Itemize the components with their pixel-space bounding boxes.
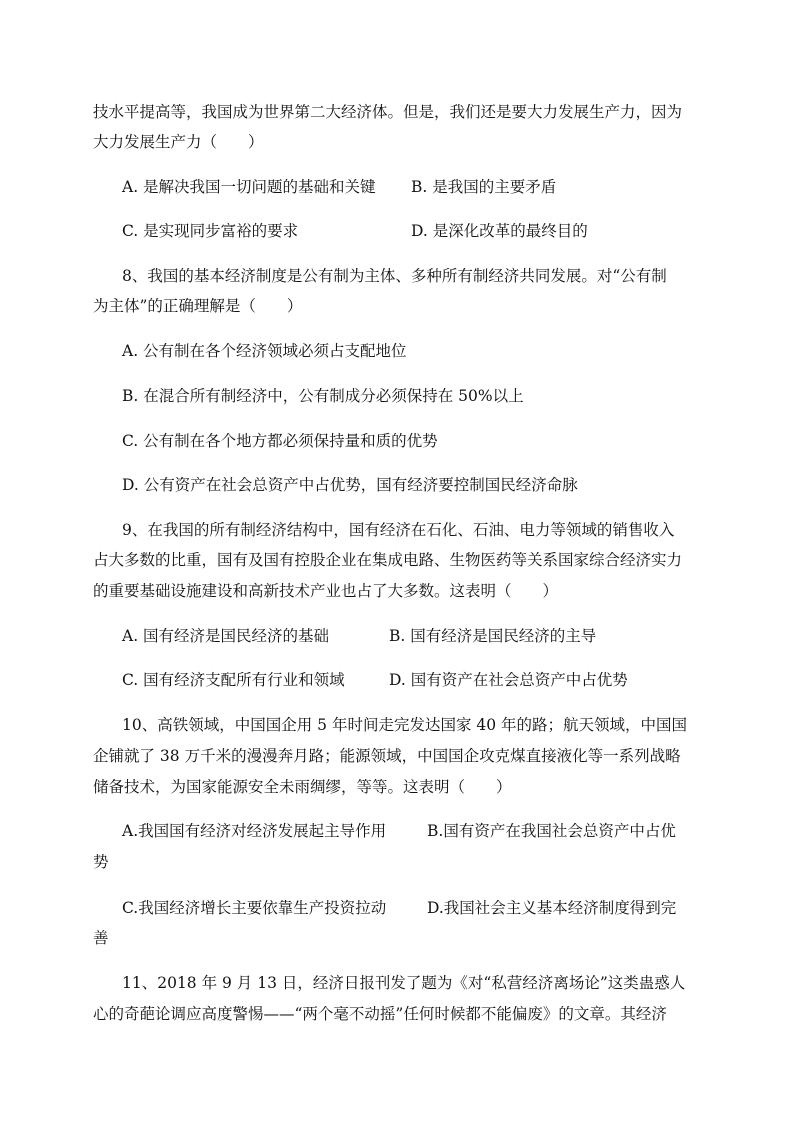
- q8-stem-line2: 为主体”的正确理解是（ ）: [93, 297, 303, 315]
- q8-option-c: C. 公有制在各个地方都必须保持量和质的优势: [122, 432, 438, 450]
- q7-stem-line2: 大力发展生产力（ ）: [93, 133, 264, 151]
- q10-option-b-line1: B.国有资产在我国社会总资产中占优: [427, 822, 676, 840]
- q9-option-a: A. 国有经济是国民经济的基础: [122, 627, 330, 645]
- q10-stem-line1: 10、高铁领域，中国国企用 5 年时间走完发达国家 40 年的路；航天领域，中国国: [122, 716, 688, 734]
- q9-option-d: D. 国有资产在社会总资产中占优势: [389, 671, 628, 689]
- q10-stem-line3: 储备技术，为国家能源安全未雨绸缪，等等。这表明（ ）: [93, 778, 512, 796]
- q9-stem-line2: 占大多数的比重，国有及国有控股企业在集成电路、生物医药等关系国家综合经济实力: [93, 551, 683, 569]
- q10-option-a: A.我国国有经济对经济发展起主导作用: [122, 822, 387, 840]
- q7-option-d: D. 是深化改革的最终目的: [411, 222, 588, 240]
- q10-option-b-line2: 势: [93, 853, 109, 871]
- q8-option-d: D. 公有资产在社会总资产中占优势，国有经济要控制国民经济命脉: [122, 476, 578, 494]
- q9-stem-line1: 9、在我国的所有制经济结构中，国有经济在石化、石油、电力等领域的销售收入: [122, 521, 675, 539]
- q10-option-d-line1: D.我国社会主义基本经济制度得到完: [427, 899, 677, 917]
- q8-option-a: A. 公有制在各个经济领域必须占支配地位: [122, 342, 407, 360]
- q9-option-b: B. 国有经济是国民经济的主导: [389, 627, 597, 645]
- q8-option-b: B. 在混合所有制经济中，公有制成分必须保持在 50%以上: [122, 387, 524, 405]
- q10-option-c: C.我国经济增长主要依靠生产投资拉动: [122, 899, 387, 917]
- q7-option-c: C. 是实现同步富裕的要求: [122, 222, 299, 240]
- q11-stem-line1: 11、2018 年 9 月 13 日，经济日报刊发了题为《对“私营经济离场论”这类蛊惑人: [122, 974, 686, 992]
- q10-option-d-line2: 善: [93, 929, 109, 947]
- q8-stem-line1: 8、我国的基本经济制度是公有制为主体、多种所有制经济共同发展。对“公有制: [122, 267, 667, 285]
- q11-stem-line2: 心的奇葩论调应高度警惕——“两个毫不动摇”任何时候都不能偏废》的文章。其经济: [93, 1005, 667, 1023]
- q9-stem-line3: 的重要基础设施建设和高新技术产业也占了大多数。这表明（ ）: [93, 582, 559, 600]
- q9-option-c: C. 国有经济支配所有行业和领域: [122, 671, 345, 689]
- q7-option-b: B. 是我国的主要矛盾: [411, 178, 557, 196]
- q7-stem-line1: 技水平提高等，我国成为世界第二大经济体。但是，我们还是要大力发展生产力，因为: [93, 103, 683, 121]
- q7-option-a: A. 是解决我国一切问题的基础和关键: [122, 178, 376, 196]
- q10-stem-line2: 企铺就了 38 万千米的漫漫奔月路；能源领域，中国国企攻克煤直接液化等一系列战略: [93, 747, 681, 765]
